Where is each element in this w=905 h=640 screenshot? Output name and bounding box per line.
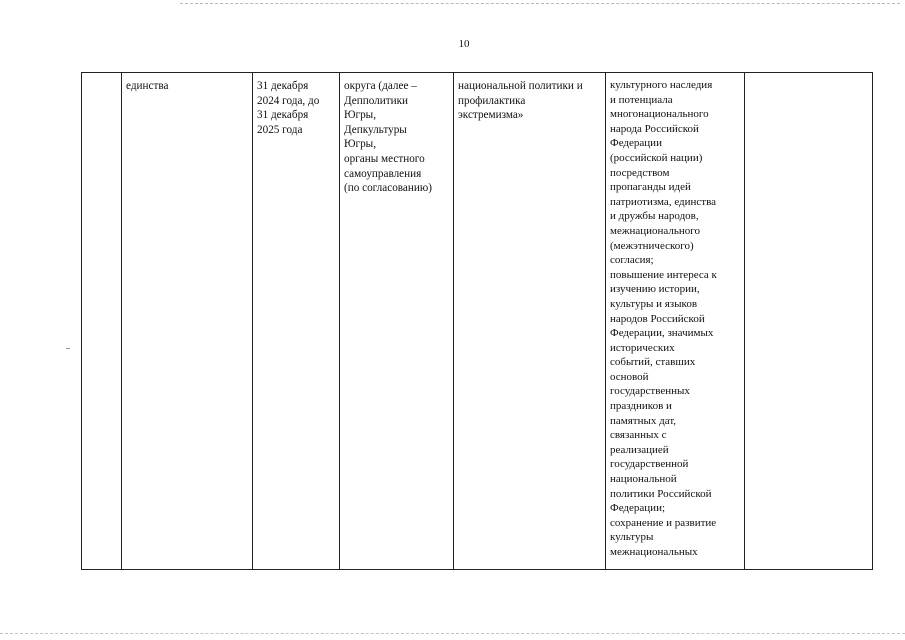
cell-text-line: и дружбы народов, — [610, 210, 699, 223]
cell-text-line: народов Российской — [610, 312, 705, 325]
cell-text-line: культуры — [610, 531, 654, 544]
table-row — [82, 73, 873, 570]
cell-text-line: изучению истории, — [610, 283, 700, 296]
cell-text-line: согласия; — [610, 254, 654, 267]
cell-text-line: профилактика — [458, 94, 526, 107]
cell-program — [454, 73, 606, 570]
cell-text-line: праздников и — [610, 400, 672, 413]
cell-text-line: связанных с — [610, 429, 667, 442]
cell-text-line: органы местного — [344, 152, 425, 165]
cell-note — [745, 73, 873, 570]
cell-text-line: (межэтнического) — [610, 239, 694, 252]
cell-text-line: 31 декабря — [257, 80, 309, 92]
cell-text-line: основой — [610, 370, 649, 383]
cell-text-line: исторических — [610, 341, 675, 354]
cell-text-line: (по согласованию) — [344, 182, 432, 195]
cell-text-line: событий, ставших — [610, 356, 696, 369]
cell-text-line: политики Российской — [610, 487, 712, 500]
cell-text-line: экстремизма» — [458, 109, 524, 122]
cell-text-line: сохранение и развитие — [610, 516, 717, 529]
cell-text-line: (российской нации) — [610, 151, 703, 164]
cell-text-line: народа Российской — [610, 122, 699, 135]
cell-text-line: округа (далее – — [344, 80, 417, 92]
cell-text-line: межнационального — [610, 224, 700, 237]
cell-text-line: национальной — [610, 473, 677, 486]
cell-text-line: пропаганды идей — [610, 181, 691, 194]
page-number: 10 — [458, 38, 470, 50]
cell-event-name — [122, 73, 253, 570]
cell-text-line: государственной — [610, 458, 689, 471]
scan-edge-bottom — [0, 633, 905, 634]
plan-table — [81, 72, 873, 570]
cell-text-line: государственных — [610, 385, 690, 398]
cell-text-line: национальной политики и — [458, 80, 583, 92]
cell-text-line: посредством — [610, 166, 670, 179]
cell-text-line: и потенциала — [610, 93, 673, 106]
cell-text-line: реализацией — [610, 443, 669, 456]
cell-text-line: 31 декабря — [257, 109, 309, 122]
cell-text-line: Депполитики — [344, 94, 409, 107]
cell-text-line: единства — [126, 80, 169, 92]
cell-text-line: Югры, — [344, 109, 376, 122]
cell-text-line: Депкультуры — [344, 123, 407, 136]
cell-text-line: памятных дат, — [610, 414, 677, 427]
cell-text-line: повышение интереса к — [610, 268, 717, 281]
cell-term — [253, 73, 340, 570]
cell-text-line: самоуправления — [344, 167, 422, 180]
cell-text-line: Федерации, значимых — [610, 327, 714, 340]
cell-number — [82, 73, 122, 570]
cell-objective — [606, 73, 745, 570]
cell-text-line: Югры, — [344, 138, 376, 151]
cell-text-line: Федерации — [610, 137, 662, 150]
cell-text-line: межнациональных — [610, 546, 698, 558]
cell-text-line: культуры и языков — [610, 297, 698, 310]
cell-text-line: патриотизма, единства — [610, 195, 717, 208]
cell-text-line: 2025 года — [257, 123, 303, 136]
scan-edge-top — [180, 3, 900, 4]
cell-text-line: 2024 года, до — [257, 94, 320, 107]
cell-executors — [340, 73, 454, 570]
cell-text-line: культурного наследия — [610, 79, 713, 91]
cell-text-line: Федерации; — [610, 502, 666, 515]
cell-text-line: многонационального — [610, 108, 709, 121]
scan-artifact — [66, 348, 70, 349]
